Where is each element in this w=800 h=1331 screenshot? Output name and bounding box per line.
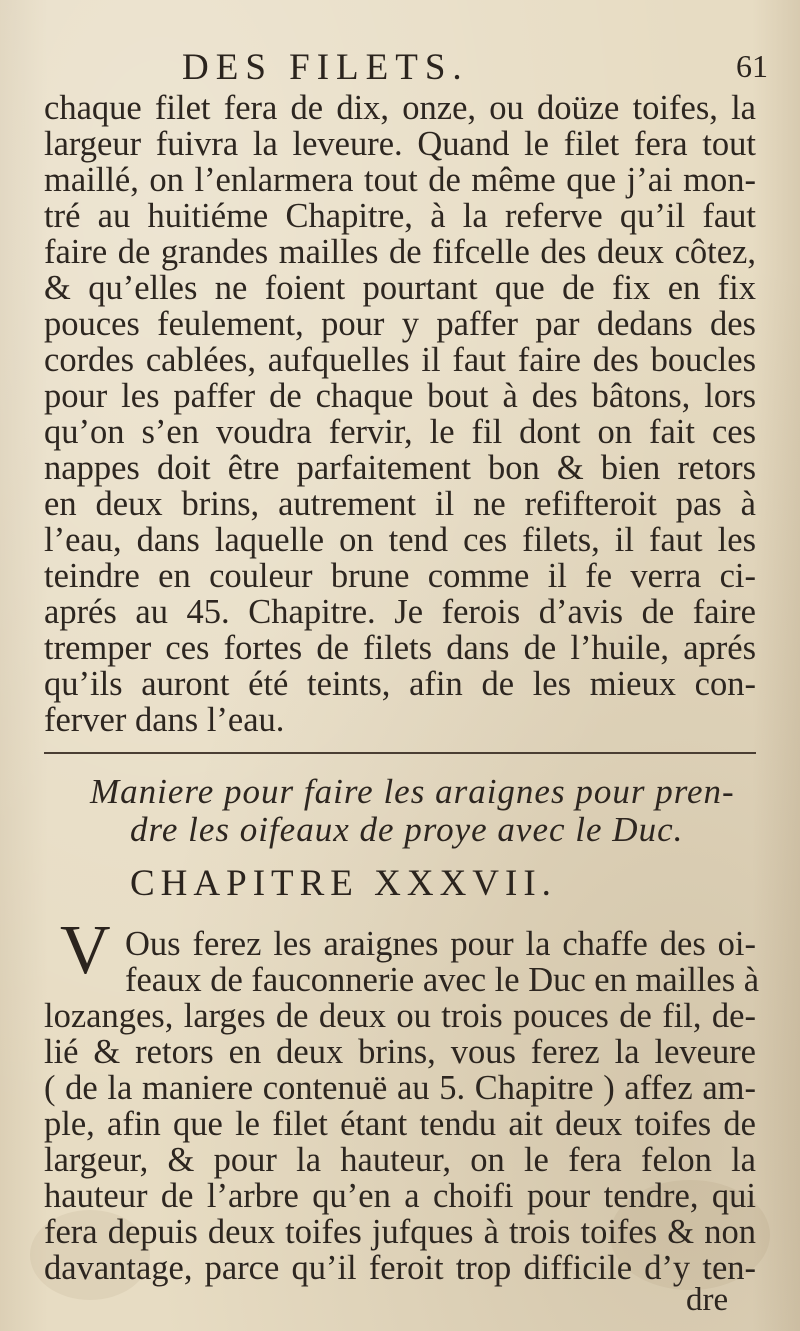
text-line: feaux de fauconnerie avec le Duc en mailles à <box>125 961 760 999</box>
drop-cap: V <box>60 912 111 989</box>
catchword: dre <box>686 1282 729 1318</box>
text-line: teindre en couleur brune comme il fe verra ci- <box>44 557 756 595</box>
text-line: fera depuis deux toifes jufques à trois toifes & non <box>44 1213 756 1251</box>
text-line: cordes cablées, aufquelles il faut faire des boucles <box>44 341 756 379</box>
text-line: pouces feulement, pour y paffer par dedans des <box>44 305 756 343</box>
text-line: aprés au 45. Chapitre. Je ferois d’avis de faire <box>44 593 756 631</box>
text-line: maillé, on l’enlarmera tout de même que j’ai mon- <box>44 161 756 199</box>
text-line: lozanges, larges de deux ou trois pouces de fil, de- <box>44 997 756 1035</box>
text-line: hauteur de l’arbre qu’en a choifi pour tendre, qui <box>44 1177 756 1215</box>
section-heading-line: Maniere pour faire les araignes pour pren- <box>90 772 735 811</box>
text-line: ferver dans l’eau. <box>44 701 285 739</box>
running-head: DES FILETS. <box>182 47 469 88</box>
text-line: davantage, parce qu’il feroit trop difficile d’y ten- <box>44 1249 756 1287</box>
text-line: l’eau, dans laquelle on tend ces filets, il faut les <box>44 521 756 559</box>
text-line: tremper ces fortes de filets dans de l’huile, aprés <box>44 629 756 667</box>
text-line: & qu’elles ne foient pourtant que de fix en fix <box>44 269 756 307</box>
text-line: ( de la maniere contenuë au 5. Chapitre ) affez am- <box>44 1069 756 1107</box>
text-line: nappes doit être parfaitement bon & bien retors <box>44 449 756 487</box>
page-number: 61 <box>736 48 768 84</box>
text-line: faire de grandes mailles de fifcelle des deux côtez, <box>44 233 756 271</box>
text-line: largeur fuivra la leveure. Quand le filet fera tout <box>44 125 756 163</box>
chapter-title: CHAPITRE XXXVII. <box>130 863 557 904</box>
text-line: en deux brins, autrement il ne refifteroit pas à <box>44 485 756 523</box>
text-line: largeur, & pour la hauteur, on le fera felon la <box>44 1141 756 1179</box>
text-line: lié & retors en deux brins, vous ferez la leveure <box>44 1033 756 1071</box>
section-divider <box>44 752 756 754</box>
section-heading-line: dre les oifeaux de proye avec le Duc. <box>130 810 684 849</box>
text-line: ple, afin que le filet étant tendu ait deux toifes de <box>44 1105 756 1143</box>
text-line: chaque filet fera de dix, onze, ou doüze toifes, la <box>44 89 756 127</box>
text-line: Ous ferez les araignes pour la chaffe des oi- <box>125 925 756 963</box>
text-line: qu’on s’en voudra fervir, le fil dont on fait ces <box>44 413 756 451</box>
text-line: qu’ils auront été teints, afin de les mieux con- <box>44 665 756 703</box>
text-line: tré au huitiéme Chapitre, à la referve qu’il faut <box>44 197 756 235</box>
text-line: pour les paffer de chaque bout à des bâtons, lors <box>44 377 756 415</box>
